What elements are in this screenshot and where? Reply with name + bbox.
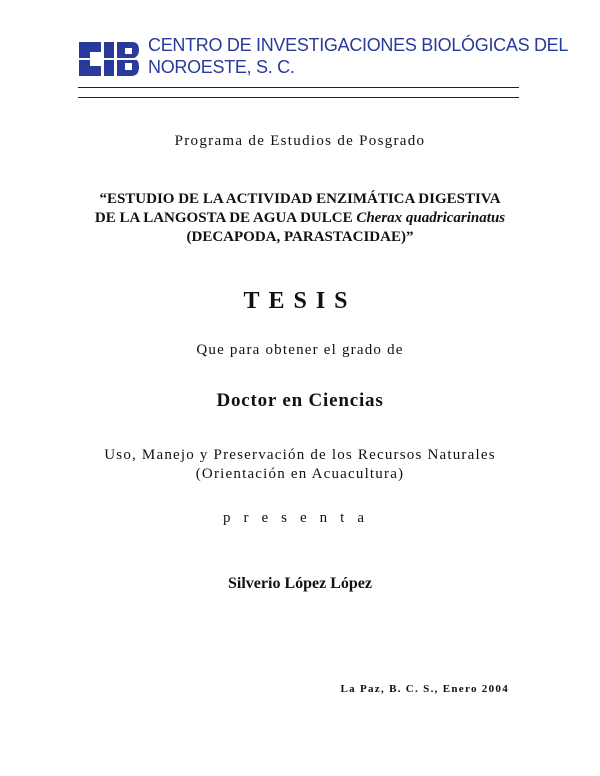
thesis-title-line1: “ESTUDIO DE LA ACTIVIDAD ENZIMÁTICA DIGESTIVA [99,191,501,207]
organization-name-line2: NOROESTE, S. C. [148,57,295,77]
degree-name: Doctor en Ciencias [216,390,384,411]
specialty-line2: (Orientación en Acuacultura) [195,466,405,482]
specialty [0,446,600,484]
cib-logo-icon [77,38,141,80]
thesis-title-line3: (DECAPODA, PARASTACIDAE)” [186,229,414,245]
author-name: Silverio López López [228,575,372,592]
header-divider-top [78,87,519,88]
place-date: La Paz, B. C. S., Enero 2004 [340,683,509,695]
thesis-title [0,190,600,247]
organization-name-line1: CENTRO DE INVESTIGACIONES BIOLÓGICAS DEL [148,35,569,55]
specialty-line1: Uso, Manejo y Preservación de los Recursos Naturales [104,447,496,463]
program-name: Programa de Estudios de Posgrado [174,133,426,149]
organization-name [148,34,568,78]
thesis-label: TESIS [243,288,357,314]
thesis-title-line2-prefix: DE LA LANGOSTA DE AGUA DULCE [94,210,357,226]
thesis-title-line2 [0,209,600,228]
species-name: Cherax quadricarinatus [356,210,506,226]
presents-label: presenta [223,510,377,526]
obtain-degree-text: Que para obtener el grado de [196,342,404,358]
header-divider-bottom [78,97,519,98]
